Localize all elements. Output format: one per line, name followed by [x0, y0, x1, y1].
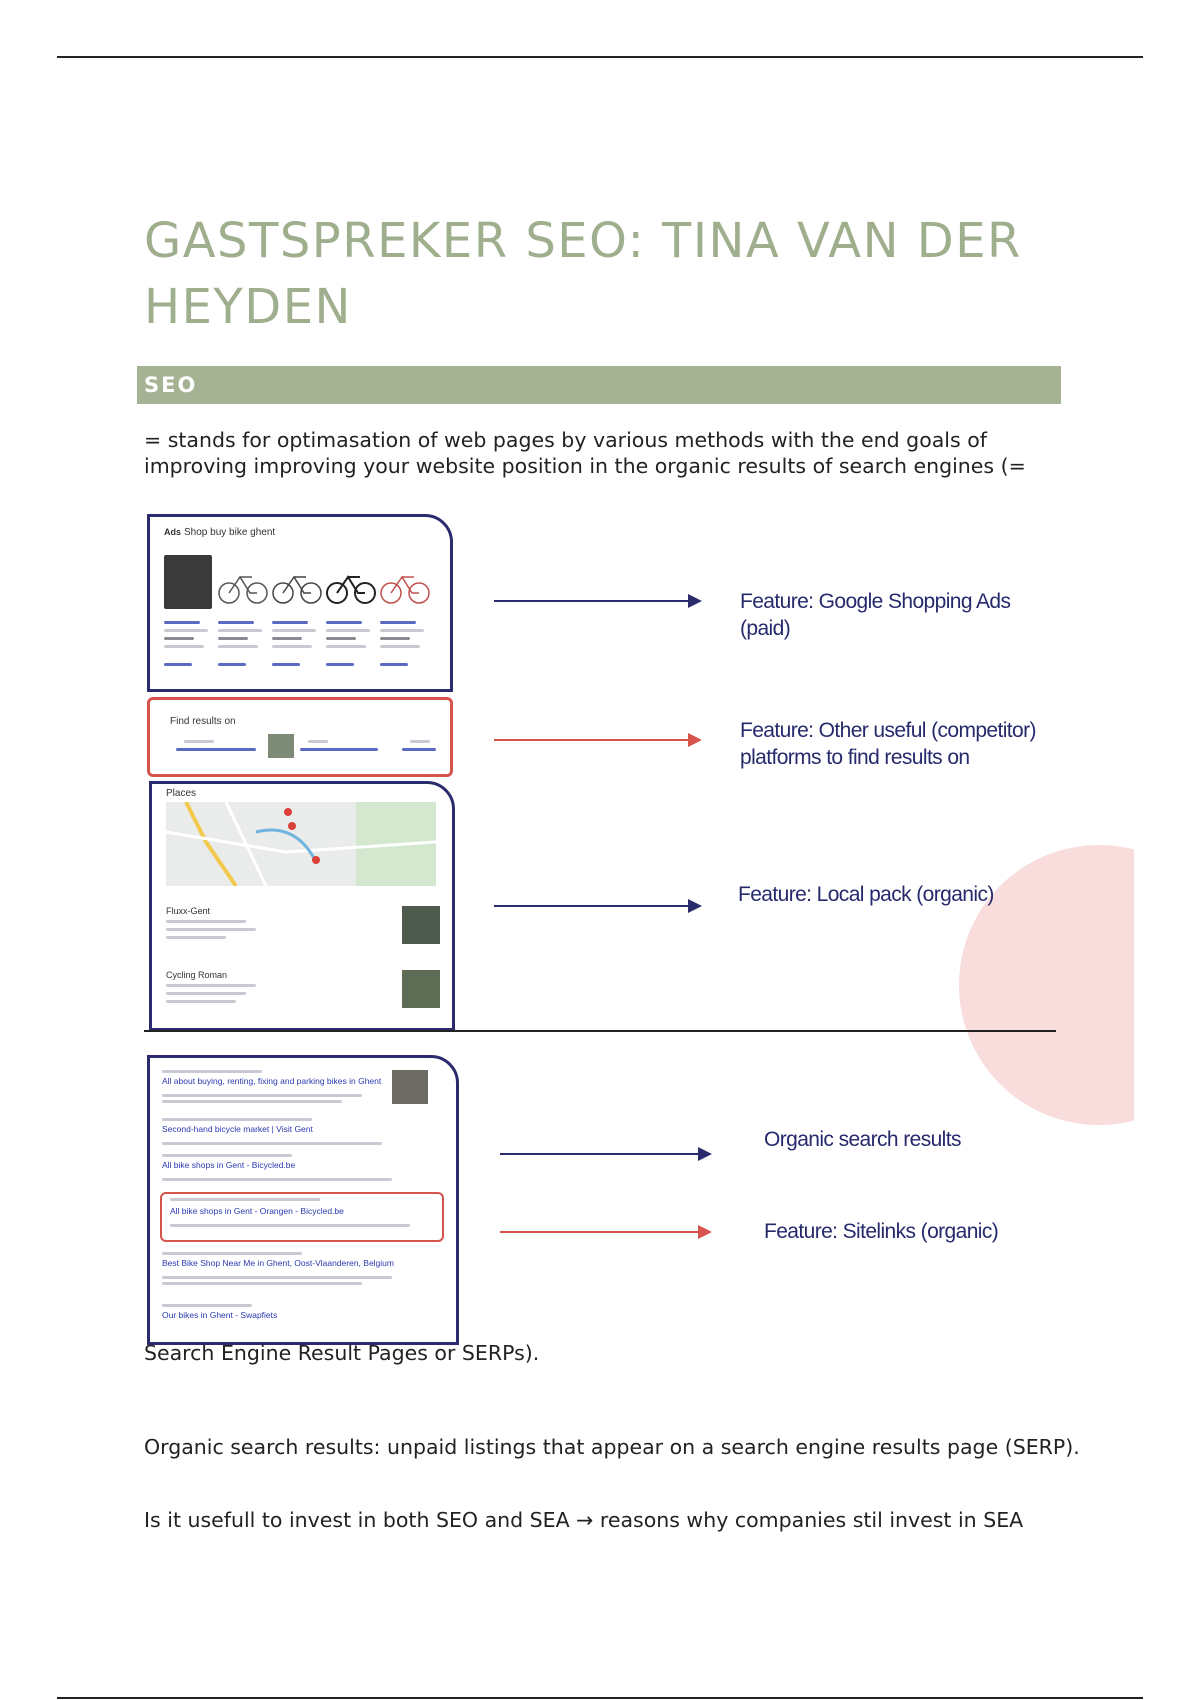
bike-icon — [326, 565, 376, 605]
label-shopping: Feature: Google Shopping Ads (paid) — [740, 590, 1011, 640]
serp-features-figure — [144, 500, 1064, 1345]
bike-icon — [272, 565, 322, 605]
product-card[interactable] — [380, 547, 430, 677]
arrow-platforms — [494, 739, 700, 741]
result-title: Second-hand bicycle market | Visit Gent — [162, 1124, 313, 1134]
platform-card[interactable] — [176, 738, 266, 758]
platform-thumbnail — [268, 734, 294, 758]
organic-result[interactable] — [162, 1252, 432, 1292]
figure-divider — [144, 1030, 1056, 1032]
local-result[interactable] — [166, 906, 446, 950]
organic-result[interactable] — [162, 1304, 432, 1334]
map-roads — [166, 802, 436, 886]
result-title: Our bikes in Ghent - Swapfiets — [162, 1310, 278, 1320]
ads-tag: Ads — [164, 527, 182, 537]
platform-card[interactable] — [402, 738, 442, 758]
find-results-label: Find results on — [170, 716, 236, 727]
section-heading: SEO — [137, 366, 1061, 404]
top-rule — [57, 56, 1143, 58]
result-thumbnail — [392, 1070, 428, 1104]
label-sitelinks: Feature: Sitelinks (organic) — [764, 1220, 999, 1243]
page-title: GASTSPREKER SEO: TINA VAN DER HEYDEN — [144, 213, 1022, 335]
organic-result[interactable] — [162, 1070, 432, 1110]
intro-paragraph: = stands for optimasation of web pages by various methods with the end goals of improving improving your website position in the organic results of search engines (= — [144, 428, 1026, 478]
map[interactable] — [166, 802, 436, 886]
local-result[interactable] — [166, 970, 446, 1014]
bike-icon — [218, 565, 268, 605]
place-name: Cycling Roman — [166, 970, 228, 980]
place-photo — [402, 970, 440, 1008]
place-name: Fluxx-Gent — [166, 906, 211, 916]
shopping-header: Shop buy bike ghent — [184, 527, 276, 538]
arrow-shopping — [494, 600, 700, 602]
arrow-local — [494, 905, 700, 907]
result-title: All bike shops in Gent - Orangen - Bicycled.be — [170, 1206, 344, 1216]
arrow-sitelinks — [500, 1231, 710, 1233]
result-title: All bike shops in Gent - Bicycled.be — [162, 1160, 296, 1170]
result-title: Best Bike Shop Near Me in Ghent, Oost-Vlaanderen, Belgium — [162, 1258, 394, 1268]
product-card[interactable] — [218, 547, 268, 677]
organic-result[interactable] — [162, 1118, 432, 1148]
intro-paragraph-end: Search Engine Result Pages or SERPs). — [144, 1341, 540, 1365]
bottom-rule — [57, 1697, 1143, 1699]
sitelinks-box — [160, 1192, 444, 1242]
definition-paragraph: Organic search results: unpaid listings that appear on a search engine results page (SERP). — [144, 1435, 1080, 1459]
organic-results-box — [147, 1055, 459, 1345]
product-card[interactable] — [164, 547, 214, 677]
find-results-box — [147, 697, 453, 777]
local-pack-box — [149, 781, 455, 1031]
arrow-organic — [500, 1153, 710, 1155]
place-photo — [402, 906, 440, 944]
bike-photo — [164, 555, 212, 609]
label-local: Feature: Local pack (organic) — [738, 883, 994, 906]
question-paragraph: Is it usefull to invest in both SEO and SEA → reasons why companies stil invest in SEA — [144, 1508, 1024, 1532]
organic-result[interactable] — [162, 1154, 432, 1184]
result-title: All about buying, renting, fixing and parking bikes in Ghent — [162, 1076, 382, 1086]
shopping-ads-box — [147, 514, 453, 692]
product-card[interactable] — [326, 547, 376, 677]
label-organic: Organic search results — [764, 1128, 961, 1151]
places-label: Places — [166, 788, 197, 799]
bike-icon — [380, 565, 430, 605]
product-card[interactable] — [272, 547, 322, 677]
platform-card[interactable] — [300, 738, 390, 758]
label-platforms: Feature: Other useful (competitor) platforms to find results on — [740, 719, 1036, 769]
